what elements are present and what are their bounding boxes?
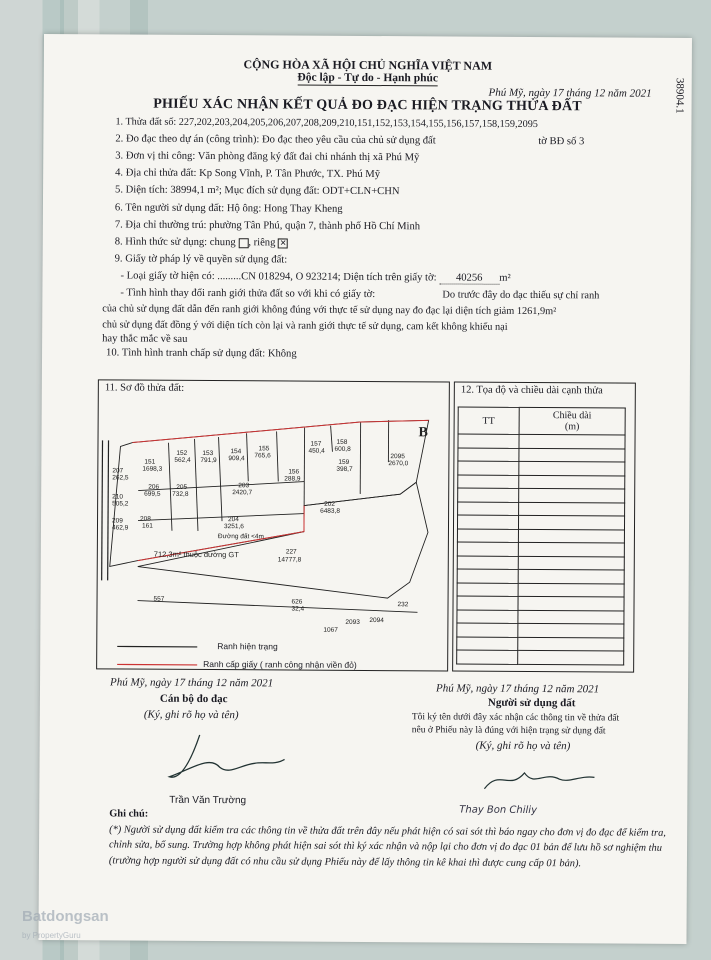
coords-table — [456, 407, 626, 666]
right-note2: nêu ở Phiếu này là đúng với hiện trạng sử dụng đất — [411, 725, 606, 737]
boundary-line — [194, 439, 199, 531]
parcel-227-area: 14777,8 — [277, 556, 302, 564]
boundary-line — [168, 443, 173, 531]
parcel-158-area: 600,8 — [334, 445, 351, 453]
left-name: Trần Văn Trường — [169, 794, 247, 807]
side-code: 38904.1 — [673, 77, 686, 114]
neighbor-232: 232 — [397, 601, 409, 609]
parcel-210: 210 — [112, 493, 124, 501]
parcel-159: 159 — [338, 458, 350, 466]
notes-text: (*) Người sử dụng đất kiểm tra các thông tin về thửa đất trên đây nếu phát hiện có sai sót thì báo ngay cho đơn vị đo đạc để kiểm tra, chỉnh sửa, bổ sung. Trường hợp không phát hiện sai sót thì ký xác nhận và nộp lại cho đơn vị đo đạc 01 bản để lưu hồ sơ nghiệm thu (trường hợp người sử dụng đất có nhu cầu sử dụng Phiếu này để lấy thông tin kê khai thì được cung cấp 01 bản). — [108, 823, 666, 869]
right-signature — [479, 759, 599, 800]
parcel-202: 202 — [324, 500, 336, 508]
boundary-line — [138, 513, 304, 522]
boundary-line — [276, 431, 278, 481]
boundary-line — [138, 481, 304, 492]
survey-document: CỘNG HÒA XÃ HỘI CHỦ NGHĨA VIỆT NAM Độc lập - Tự do - Hạnh phúc Phú Mỹ, ngày 17 tháng 12 năm 2021 PHIẾU XÁC NHẬN KẾT QUẢ ĐO ĐẠC HIỆN TRẠNG THỬA ĐẤT 38904.1 1. Thửa đất số: 227,202,203,204,205,206,207,208,209,210,151,152,153,154,155,156,157,158,159,2095 2. Đo đạc theo dự án (công trình): Đo đạc theo yêu cầu của chủ sử dụng đất tờ BĐ số 3 3. Đơn vị thi công: Văn phòng đăng ký đất đai chi nhánh thị xã Phú Mỹ 4. Địa chỉ thửa đất: Kp Song Vĩnh, P. Tân Phước, TX. Phú Mỹ 5. Diện tích: 38994,1 m²; Mục đích sử dụng đất: ODT+CLN+CHN 6. Tên người sử dụng đất: Hộ ông: Hong Thay Kheng 7. Địa chỉ thường trú: phường Tân Phú, quận 7, thành phố Hồ Chí Minh 8. Hình thức sử dụng: chung , riêng ✕ 9. Giấy tờ pháp lý về quyền sử dụng đất: - Loại giấy tờ hiện có: .........CN 018294, O 923214; Diện tích trên giấy tờ: 40256 m² - Tình hình thay đổi ranh giới thửa đất so với khi có giấy tờ: Do trước đây do đạc thiếu sự chỉ ranh của chủ sử dụng đất dẫn đến ranh giới không đúng với thực tế sử dụng nay đo đạc lại diện tích giảm 1261,9m² chủ sử dụng đất đồng ý với diện tích còn lại và ranh giới thực tế sử dụng, cam kết không khiếu nại hay thắc mắc về sau 10. Tình hình tranh chấp sử dụng đất: Không 11. Sơ đồ thửa đất: 151 1698,3 152 562,4 153 791,9 154 909,4 155 765,6 157 450,4 158 600,8 159 398,7 2095 2670,0 156 288,9 207 262,5 210 505,2 206 699,5 205 732,8 203 2420,7 202 6483,8 209 462,9 208 161 204 3251,6 227 14777,8 626 32,4 557 1067 2093 2094 232 712,3m² thuộc đường GT Đường đất <4m B Ranh hiện trạng Ranh cấp giấy ( ranh công nhận viền đỏ) 12. Tọa độ và chiều dài cạnh thửa TT Chiều dài (m) Phú Mỹ, ngày 17 tháng 12 năm 2021 Cán bộ đo đạc (Ký, ghi rõ họ và tên) Trần Văn Trường Phú Mỹ, ngày 17 tháng 12 năm 2021 Người sử dụng đất Tôi ký tên dưới đây xác nhận các thông tin về thửa đất nêu ở Phiếu này là đúng với hiện trạng sử dụng đất (Ký, ghi rõ họ và tên) Thay Bon Chiliy Ghi chú: (*) Người sử dụng đất kiểm tra các thông tin về thửa đất trên đây nếu phát hiện có sai sót thì báo ngay cho đơn vị đo đạc để kiểm tra, chỉnh sửa, bổ sung. Trường hợp không phát hiện sai sót thì ký xác nhận và nộp lại cho đơn vị đo đạc 01 bản để lưu hồ sơ nghiệm thu (trường hợp người sử dụng đất có nhu cầu sử dụng Phiếu này để lấy thông tin kê khai thì được cung cấp 01 bản). — [38, 34, 692, 944]
notes-label: Ghi chú: — [109, 808, 149, 820]
right-hint: (Ký, ghi rõ họ và tên) — [475, 739, 571, 753]
parcel-208-area: 161 — [141, 522, 153, 530]
parcel-outline-lower — [138, 481, 429, 599]
parcel-155: 155 — [258, 445, 270, 453]
parcel-209: 209 — [112, 517, 123, 525]
field-doc-type: - Loại giấy tờ hiện có: .........CN 018294, O 923214 — [120, 270, 338, 283]
parcel-153-area: 791,9 — [200, 456, 217, 465]
boundary-line — [330, 426, 332, 452]
field-change-label: - Tình hình thay đổi ranh giới thửa đất so với khi có giấy tờ: — [120, 287, 376, 301]
motto: Độc lập - Tự do - Hạnh phúc — [297, 71, 439, 85]
parcel-207: 207 — [112, 467, 124, 475]
parcel-626: 626 — [291, 598, 303, 606]
parcel-152: 152 — [176, 449, 188, 457]
parcel-156-area: 288,9 — [284, 475, 301, 483]
right-name: Thay Bon Chiliy — [459, 804, 538, 817]
road-edge — [108, 440, 109, 580]
field-doc-area: 40256 — [439, 272, 499, 284]
notes-section — [109, 806, 669, 871]
parcel-157: 157 — [310, 440, 322, 448]
field-owner: 6. Tên người sử dụng đất: Hộ ông: Hong Thay Kheng — [114, 202, 343, 215]
field-area: 5. Diện tích: 38994,1 m²; Mục đích sử dụng đất: ODT+CLN+CHN — [115, 184, 400, 198]
legend-current: Ranh hiện trạng — [217, 641, 278, 652]
road-width: Đường đất <4m — [217, 533, 264, 541]
field-project: 2. Đo đạc theo dự án (công trình): Đo đạc theo yêu cầu của chủ sử dụng đất — [115, 133, 436, 147]
col-tt: TT — [458, 407, 519, 434]
parcel-204-area: 3251,6 — [223, 523, 244, 531]
col-length: Chiều dài (m) — [519, 407, 625, 435]
boundary-line — [246, 433, 248, 481]
parcel-2095: 2095 — [390, 453, 405, 461]
right-date: Phú Mỹ, ngày 17 tháng 12 năm 2021 — [435, 682, 600, 696]
parcel-203-area: 2420,7 — [232, 489, 253, 497]
field-dispute: 10. Tình hình tranh chấp sử dụng đất: Không — [106, 347, 297, 360]
parcel-156: 156 — [288, 468, 300, 476]
parcel-157-area: 450,4 — [308, 447, 325, 455]
parcel-206: 206 — [148, 483, 160, 491]
field-usage-form: 8. Hình thức sử dụng: chung — [114, 236, 236, 249]
place-date: Phú Mỹ, ngày 17 tháng 12 năm 2021 — [488, 86, 652, 100]
boundary-line — [218, 437, 223, 521]
parcel-151: 151 — [144, 458, 156, 466]
parcel-210-area: 505,2 — [112, 500, 129, 508]
parcel-205-area: 732,8 — [172, 490, 189, 498]
parcel-158: 158 — [336, 438, 348, 446]
parcel-626-area: 32,4 — [291, 605, 305, 613]
field-residence: 7. Địa chỉ thường trú: phường Tân Phú, quận 7, thành phố Hồ Chí Minh — [114, 219, 421, 233]
north-arrow: B — [418, 425, 428, 441]
red-boundary — [133, 419, 429, 445]
parcel-209-area: 462,9 — [111, 524, 129, 532]
private-checkbox: ✕ — [279, 238, 287, 248]
parcel-map — [97, 380, 449, 670]
parcel-154-area: 909,4 — [228, 455, 245, 463]
parcel-152-area: 562,4 — [174, 456, 191, 464]
neighbor-557: 557 — [153, 595, 165, 603]
parcel-227: 227 — [285, 548, 297, 556]
left-signature — [159, 725, 289, 786]
parcel-202-area: 6483,8 — [320, 507, 341, 515]
left-date: Phú Mỹ, ngày 17 tháng 12 năm 2021 — [110, 676, 274, 690]
field-unit: 3. Đơn vị thi công: Văn phòng đăng ký đất đai chi nhánh thị xã Phú Mỹ — [115, 150, 420, 164]
parcel-205: 205 — [176, 483, 188, 491]
field-change-text: Do trước đây do đạc thiếu sự chỉ ranh — [442, 289, 600, 302]
left-role: Cán bộ đo đạc — [159, 692, 228, 706]
field-parcel-numbers: 1. Thửa đất số: 227,202,203,204,205,206,207,208,209,210,151,152,153,154,155,156,157,158,159,2095 — [115, 116, 538, 131]
legend-cert: Ranh cấp giấy ( ranh công nhận viền đỏ) — [203, 658, 357, 670]
parcel-204: 204 — [228, 516, 239, 524]
right-role: Người sử dụng đất — [487, 696, 576, 710]
parcel-155-area: 765,6 — [254, 452, 271, 460]
neighbor-2093: 2093 — [345, 618, 360, 626]
republic-header: CỘNG HÒA XÃ HỘI CHỦ NGHĨA VIỆT NAM — [243, 57, 493, 73]
road-edge — [102, 440, 103, 580]
left-hint: (Ký, ghi rõ họ và tên) — [143, 708, 239, 722]
parcel-203: 203 — [238, 482, 250, 490]
right-note1: Tôi ký tên dưới đây xác nhận các thông tin về thửa đất — [411, 712, 620, 724]
neighbor-2094: 2094 — [369, 616, 384, 625]
parcel-154: 154 — [230, 448, 242, 456]
field-change-text2: của chủ sử dụng đất dẫn đến ranh giới không đúng với thực tế sử dụng nay đo đạc lại diện tích giảm 1261,9m² — [102, 303, 557, 318]
parcel-159-area: 398,7 — [336, 465, 353, 473]
document-title: PHIẾU XÁC NHẬN KẾT QUẢ ĐO ĐẠC HIỆN TRẠNG THỬA ĐẤT — [153, 96, 582, 115]
field-change-text3: chủ sử dụng đất đồng ý với diện tích còn lại và ranh giới thực tế sử dụng, cam kết không khiếu nại — [102, 319, 508, 333]
parcel-207-area: 262,5 — [112, 474, 129, 482]
parcel-2095-area: 2670,0 — [388, 460, 409, 468]
parcel-map-box — [96, 379, 450, 671]
parcel-208: 208 — [140, 515, 151, 523]
parcel-151-area: 1698,3 — [142, 465, 163, 473]
watermark-logo: Batdongsan by PropertyGuru — [22, 908, 109, 940]
parcel-153: 153 — [202, 449, 214, 458]
field-map-sheet: tờ BĐ số 3 — [538, 136, 585, 148]
road-note: 712,3m² thuộc đường GT — [153, 549, 239, 560]
field-change-text4: hay thắc mắc về sau — [102, 333, 188, 345]
neighbor-1067: 1067 — [323, 626, 338, 634]
coords-label: 12. Tọa độ và chiều dài cạnh thửa — [460, 384, 603, 397]
parcel-206-area: 699,5 — [144, 490, 161, 498]
shared-checkbox — [238, 238, 248, 248]
map-label: 11. Sơ đồ thửa đất: — [104, 382, 185, 394]
field-legal: 9. Giấy tờ pháp lý về quyền sử dụng đất: — [114, 253, 288, 266]
field-address: 4. Địa chỉ thửa đất: Kp Song Vĩnh, P. Tân Phước, TX. Phú Mỹ — [115, 167, 381, 181]
